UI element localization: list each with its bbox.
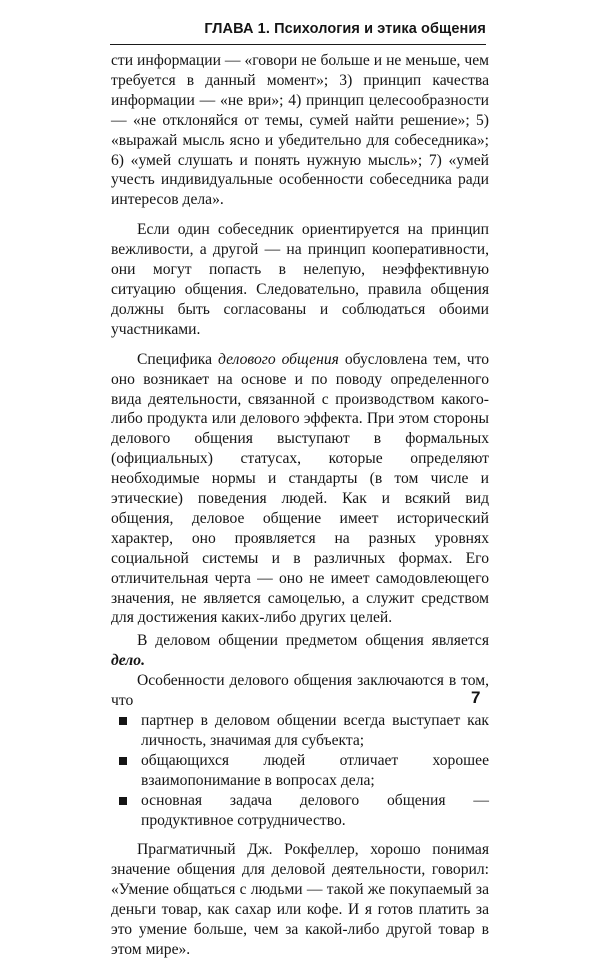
term-delo: дело. — [111, 652, 145, 670]
square-bullet-icon — [119, 717, 127, 725]
page-number: 7 — [471, 688, 481, 707]
page-body — [111, 51, 489, 960]
paragraph-business-communication — [111, 350, 489, 629]
chapter-title: ГЛАВА 1. Психология и этика общения — [204, 21, 486, 37]
paragraph-text: Специфика — [137, 350, 219, 368]
list-item — [111, 751, 489, 791]
list-item-text: общающихся людей отличает хорошее взаимопонимание в вопросах дела; — [141, 751, 489, 789]
list-item-text: основная задача делового общения — продуктивное сотрудничество. — [141, 791, 489, 829]
term-business-communication: делового общения — [218, 350, 339, 368]
paragraph-text: В деловом общении предметом общения является — [137, 632, 489, 650]
paragraph-politeness: Если один собеседник ориентируется на принцип вежливости, а другой — на принцип кооперативности, они могут попасть в нелепую, неэффективную ситуацию общения. Следовательно, правила общения должны быть согласованы и соблюдаться обоими участниками. — [111, 221, 489, 338]
paragraph-continued: сти информации — «говори не больше и не меньше, чем требуется в данный момент»; 3) принцип качества информации — «не ври»; 4) принцип целесообразности — «не отклоняйся от темы, сумей найти решение»; 5) «выражай мысль ясно и убедительно для собеседника»; 6) «умей слушать и понять нужную мысль»; 7) «умей учесть индивидуальные особенности собеседника ради интересов дела». — [111, 52, 489, 209]
features-list — [111, 711, 489, 830]
square-bullet-icon — [119, 797, 127, 805]
list-item — [111, 711, 489, 751]
list-item — [111, 791, 489, 831]
running-header — [110, 18, 486, 45]
paragraph-rockefeller: Прагматичный Дж. Рокфеллер, хорошо понимая значение общения для деловой деятельности, говорил: «Умение общаться с людьми — такой же покупаемый за деньги товар, как сахар или кофе. И я готов платить за это умение больше, чем за какой-либо другой товар в этом мире». — [111, 841, 489, 958]
square-bullet-icon — [119, 757, 127, 765]
paragraph-features-intro: Особенности делового общения заключаются в том, что — [111, 672, 489, 710]
paragraph-subject — [111, 631, 489, 671]
paragraph-text: обусловлена тем, что оно возникает на основе и по поводу определенного вида деятельности, связанной с производством какого-либо продукта или делового эффекта. При этом стороны делового общения выступают в формальных (официальных) статусах, которые определяют необходимые нормы и стандарты (в том числе и этические) поведения людей. Как и всякий вид общения, деловое общение имеет исторический характер, оно проявляется на разных уровнях социальной системы и в различных формах. Его отличительная черта — оно не имеет самодовлеющего значения, не является самоцелью, а служит средством для достижения каких-либо других целей. — [111, 350, 489, 627]
list-item-text: партнер в деловом общении всегда выступает как личность, значимая для субъекта; — [141, 712, 489, 749]
